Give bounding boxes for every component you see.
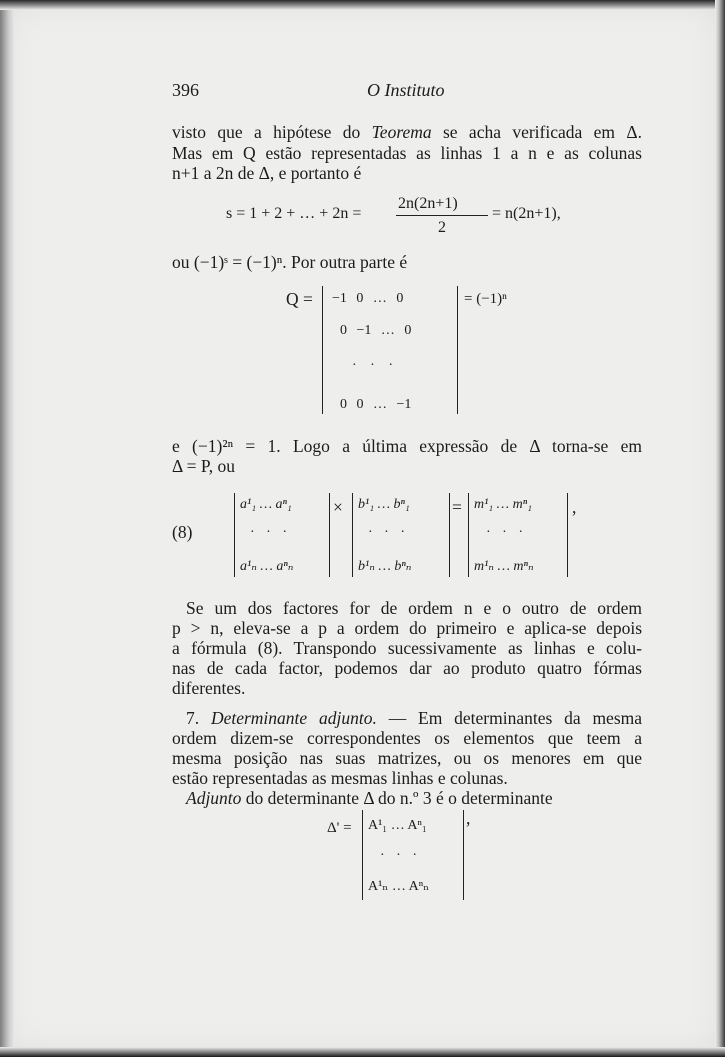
page-number: 396 — [172, 80, 199, 100]
paragraph-line: nas de cada factor, podemos dar ao produto quatro fórmas — [172, 658, 642, 678]
paragraph-line: ordem dizem-se correspondentes os elementos que teem a — [172, 728, 642, 748]
text-span: — Em determinantes da mesma — [388, 708, 643, 728]
text-span: se acha verificada em Δ. — [443, 122, 643, 142]
paragraph-line: estão representadas as mesmas linhas e colunas. — [172, 768, 508, 788]
paragraph-line: mesma posição nas suas matrizes, ou os menores em que — [172, 748, 642, 768]
paragraph-line: a fórmula (8). Transpondo sucessivamente as linhas e colu- — [172, 638, 642, 658]
paragraph-line: diferentes. — [172, 678, 246, 698]
paragraph-line — [186, 788, 553, 808]
paragraph-line: Se um dos factores for de ordem n e o outro de ordem — [186, 598, 642, 618]
det-m-row: · · · — [486, 525, 523, 540]
det-adj-row: A¹ₙ … Aⁿₙ — [368, 879, 430, 894]
det-adj-lhs: Δ' = — [327, 820, 352, 836]
det-q-row: · · · — [352, 358, 393, 373]
det-m-row: m¹ₙ … mⁿₙ — [474, 559, 534, 574]
det-a-row: a¹ₙ … aⁿₙ — [240, 559, 294, 574]
page-edge-right — [715, 0, 725, 1057]
paragraph-line — [186, 708, 642, 728]
fraction-bar — [396, 215, 488, 216]
det-b-row: b¹₁ … bⁿ₁ — [358, 497, 410, 512]
running-title: O Instituto — [367, 80, 445, 100]
det-q-row: 0 −1 … 0 — [340, 323, 412, 338]
det-adj-row: · · · — [380, 848, 417, 863]
comma: , — [466, 808, 471, 828]
equals-sign: = — [452, 497, 462, 517]
det-q-row: 0 0 … −1 — [340, 397, 412, 412]
page-edge-bottom — [0, 1047, 725, 1057]
det-m-row: m¹₁ … mⁿ₁ — [474, 497, 533, 512]
paragraph-line: ou (−1)ˢ = (−1)ⁿ. Por outra parte é — [172, 252, 408, 272]
det-a-row: · · · — [250, 525, 287, 540]
text-span-italic: Adjunto — [186, 788, 242, 808]
paragraph-line: Mas em Q estão representadas as linhas 1 a n e as colunas — [172, 143, 642, 163]
det-q-row: −1 0 … 0 — [332, 291, 404, 306]
section-heading: Determinante adjunto. — [210, 708, 377, 728]
formula-denominator: 2 — [438, 219, 446, 236]
formula-numerator: 2n(2n+1) — [398, 195, 458, 212]
page-edge-left — [0, 0, 14, 1057]
formula-lhs: s = 1 + 2 + … + 2n = — [226, 205, 362, 222]
times-sign: × — [333, 497, 343, 517]
det-q-lhs: Q = — [286, 289, 313, 309]
equation-label: (8) — [172, 522, 193, 542]
formula-rhs: = n(2n+1), — [492, 205, 561, 222]
text-span: do determinante Δ do n.º 3 é o determinante — [245, 788, 553, 808]
section-number: 7. — [186, 708, 200, 728]
det-b-row: b¹ₙ … bⁿₙ — [358, 559, 412, 574]
paragraph-line: p > n, eleva-se a p a ordem do primeiro e aplica-se depois — [172, 618, 642, 638]
det-b-row: · · · — [368, 525, 405, 540]
text-span-italic: Teorema — [371, 122, 432, 142]
det-a-row: a¹₁ … aⁿ₁ — [240, 497, 292, 512]
paragraph-line: e (−1)²ⁿ = 1. Logo a última expressão de Δ torna-se em — [172, 436, 642, 456]
paragraph-line: n+1 a 2n de Δ, e portanto é — [172, 163, 362, 183]
comma: , — [572, 497, 577, 517]
det-adj-row: A¹₁ … Aⁿ₁ — [368, 818, 427, 833]
paragraph-line — [172, 122, 642, 142]
paragraph-line: Δ = P, ou — [172, 456, 235, 476]
text-span: visto que a hipótese do — [172, 122, 361, 142]
det-q-rhs: = (−1)ⁿ — [464, 291, 507, 307]
page-edge-top — [0, 0, 725, 10]
